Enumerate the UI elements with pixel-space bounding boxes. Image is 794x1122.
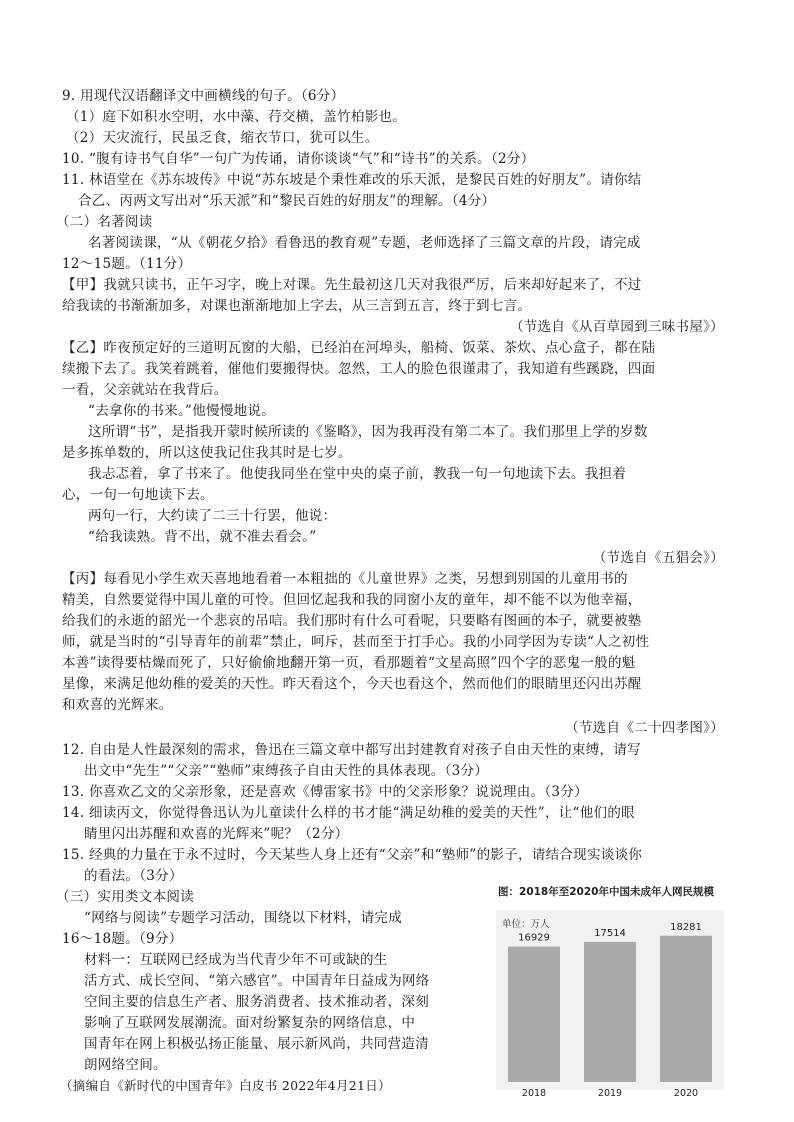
passage-bing-line-1: 【丙】每看见小学生欢天喜地地看着一本粗拙的《儿童世界》之类，另想到别国的儿童用书的 [62, 571, 628, 587]
q12-line-1: 12. 自由是人性最深刻的需求，鲁迅在三篇文章中都写出封建教育对孩子自由天性的束缚，请写 [62, 742, 641, 758]
material-1-line-5: 国青年在网上积极弘扬正能量、展示新风尚，共同营造清 [84, 1036, 429, 1052]
q14-line-2: 睛里闪出苏醒和欢喜的光辉来”呢？（2分） [84, 826, 349, 842]
passage-jia-line-2: 给我读的书渐渐加多，对课也渐渐地加上字去，从三言到五言，终于到七言。 [62, 298, 532, 314]
material-1-line-1: 材料一：互联网已经成为当代青少年不可或缺的生 [84, 952, 388, 968]
passage-yi-line-10: “给我读熟。背不出，就不准去看会。” [88, 529, 317, 545]
passage-yi-line-7: 我忐忑着，拿了书来了。他使我同坐在堂中央的桌子前，教我一句一句地读下去。我担着 [88, 466, 627, 482]
material-1-line-2: 活方式、成长空间、“第六感官”。中国青年日益成为网络 [84, 973, 430, 989]
passage-bing-source: （节选自《二十四孝图》） [565, 720, 724, 736]
chart-plot [468, 882, 744, 1102]
x-tick-2019: 2019 [597, 1088, 623, 1099]
passage-yi-source: （节选自《五猖会》） [592, 550, 724, 566]
q13-text: 13. 你喜欢乙文的父亲形象，还是喜欢《傅雷家书》中的父亲形象？说说理由。（3分） [62, 784, 588, 800]
q10-text: 10. “腹有诗书气自华”一句广为传诵，请你谈谈“气”和“诗书”的关系。（2分） [62, 151, 535, 167]
passage-jia-source: （节选自《从百草园到三味书屋》） [509, 319, 724, 335]
data-label-2019: 17514 [594, 927, 626, 939]
x-tick-2020: 2020 [673, 1088, 699, 1099]
data-label-2020: 18281 [670, 921, 702, 933]
section-2-heading: （二）名著阅读 [56, 214, 153, 230]
passage-bing-line-4: 师，就是当时的“引导青年的前辈”禁止，呵斥，甚而至于打手心。我的小同学因为专读“人之初性 [62, 634, 650, 650]
q9-sentence-1: （1）庭下如积水空明，水中藻、荇交横，盖竹柏影也。 [66, 109, 407, 125]
section-2-intro-1: 名著阅读课，“从《朝花夕拾》看鲁迅的教育观”专题，老师选择了三篇文章的片段，请完成 [88, 235, 641, 251]
passage-yi-line-5: 这所谓“书”，是指我开蒙时候所读的《鉴略》，因为我再没有第二本了。我们那里上学的岁数 [88, 424, 648, 440]
passage-yi-line-3: 一看，父亲就站在我背后。 [62, 382, 228, 398]
section-2-intro-2: 12～15题。（11分） [62, 256, 192, 272]
x-tick-2018: 2018 [521, 1088, 547, 1099]
bar-2018 [508, 947, 560, 1082]
passage-jia-line-1: 【甲】我就只读书，正午习字，晚上对课。先生最初这几天对我很严厉，后来却好起来了，不过 [62, 277, 642, 293]
passage-bing-line-3: 给我们的永逝的韶光一个悲哀的吊唁。我们那时有什么可看呢，只要略有图画的本子，就要被塾 [62, 613, 642, 629]
passage-yi-line-8: 心，一句一句地读下去。 [62, 487, 214, 503]
section-3-heading: （三）实用类文本阅读 [56, 889, 194, 905]
material-1-line-6: 朗网络空间。 [84, 1057, 167, 1073]
q14-line-1: 14. 细读丙文，你觉得鲁迅认为儿童读什么样的书才能“满足幼稚的爱美的天性”，让“他们的眼 [62, 805, 635, 821]
bar-chart [468, 882, 744, 1102]
bar-2019 [584, 942, 636, 1082]
q11-line-1: 11. 林语堂在《苏东坡传》中说“苏东坡是个秉性难改的乐天派，是黎民百姓的好朋友”。请你结 [62, 172, 642, 188]
material-1-line-3: 空间主要的信息生产者、服务消费者、技术推动者，深刻 [84, 994, 429, 1010]
passage-yi-line-1: 【乙】昨夜预定好的三道明瓦窗的大船，已经泊在河埠头，船椅、饭菜、茶炊、点心盒子，都在陆 [62, 340, 656, 356]
q15-line-2: 的看法。（3分） [84, 868, 183, 884]
section-3-intro-2: 16～18题。（9分） [62, 931, 183, 947]
material-1-line-4: 影响了互联网发展潮流。面对纷繁复杂的网络信息，中 [84, 1015, 416, 1031]
chart-unit-label: 单位：万人 [502, 919, 550, 930]
section-3-intro-1: “网络与阅读”专题学习活动，围绕以下材料，请完成 [84, 910, 403, 926]
q12-line-2: 出文中“先生”“父亲”“塾师”束缚孩子自由天性的具体表现。（3分） [84, 763, 489, 779]
passage-bing-line-7: 和欢喜的光辉来。 [62, 697, 173, 713]
passage-yi-line-2: 续搬下去了。我笑着跳着，催他们要搬得快。忽然，工人的脸色很谨肃了，我知道有些蹊跷，四面 [62, 361, 656, 377]
q9-title: 9. 用现代汉语翻译文中画横线的句子。（6分） [62, 88, 345, 104]
passage-yi-line-6: 是多拣单数的，所以这使我记住我其时是七岁。 [62, 445, 352, 461]
q11-line-2: 合乙、丙两文写出对“乐天派”和“黎民百姓的好朋友”的理解。（4分） [78, 193, 496, 209]
bar-2020 [660, 936, 712, 1082]
passage-yi-line-9: 两句一行，大约读了二三十行罢，他说： [88, 508, 337, 524]
data-label-2018: 16929 [518, 932, 550, 944]
chart-title: 图：2018年至2020年中国未成年人网民规模 [498, 886, 714, 898]
material-1-source: （摘编自《新时代的中国青年》白皮书 2022年4月21日） [60, 1078, 391, 1093]
q9-sentence-2: （2）天灾流行，民虽乏食，缩衣节口，犹可以生。 [66, 130, 379, 146]
q15-line-1: 15. 经典的力量在于永不过时，今天某些人身上还有“父亲”和“塾师”的影子，请结合现实谈谈你 [62, 847, 643, 863]
passage-bing-line-6: 星像，来满足他幼稚的爱美的天性。昨天看这个，今天也看这个，然而他们的眼睛里还闪出苏醒 [62, 676, 642, 692]
passage-bing-line-5: 本善”读得要枯燥而死了，只好偷偷地翻开第一页，看那题着“文星高照”四个字的恶鬼一般的魁 [62, 655, 636, 671]
passage-bing-line-2: 精美，自然要觉得中国儿童的可怜。但回忆起我和我的同窗小友的童年，却不能不以为他幸福， [62, 592, 642, 608]
passage-yi-line-4: “去拿你的书来。”他慢慢地说。 [88, 403, 276, 419]
